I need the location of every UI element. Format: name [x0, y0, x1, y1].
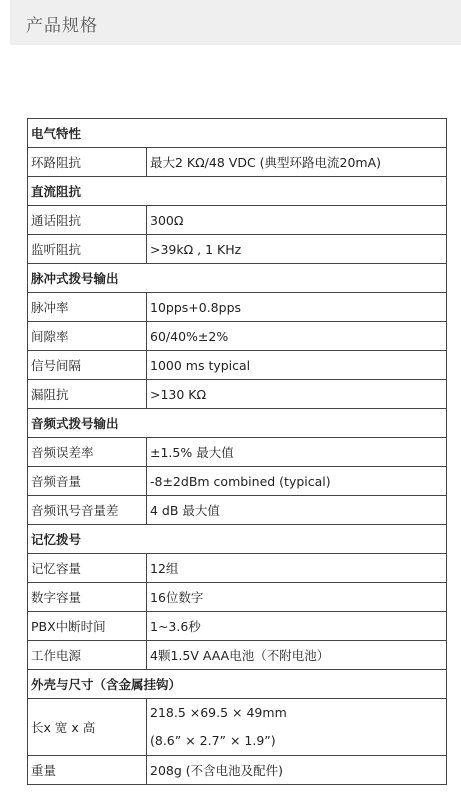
spec-label: 音频讯号音量差 — [28, 496, 147, 525]
spec-row — [28, 148, 447, 177]
spec-row — [28, 554, 447, 583]
spec-row — [28, 496, 447, 525]
spec-table — [27, 118, 447, 785]
spec-section-row — [28, 525, 447, 554]
spec-value: 300Ω — [147, 206, 447, 235]
spec-section-row — [28, 670, 447, 699]
spec-value: 4颗1.5V AAA电池（不附电池） — [147, 641, 447, 670]
spec-row — [28, 322, 447, 351]
spec-value: 4 dB 最大值 — [147, 496, 447, 525]
spec-value — [147, 699, 447, 756]
spec-section-row — [28, 409, 447, 438]
spec-label: 漏阻抗 — [28, 380, 147, 409]
spec-section-title: 脉冲式拨号输出 — [28, 264, 447, 293]
spec-label: 数字容量 — [28, 583, 147, 612]
spec-label: 信号间隔 — [28, 351, 147, 380]
spec-label: 通话阻抗 — [28, 206, 147, 235]
spec-row — [28, 467, 447, 496]
spec-section-title: 记忆拨号 — [28, 525, 447, 554]
spec-section-row — [28, 119, 447, 148]
spec-label: 长x 宽 x 高 — [28, 699, 147, 756]
spec-value-line: (8.6” × 2.7” × 1.9”) — [150, 733, 276, 748]
spec-value: 60/40%±2% — [147, 322, 447, 351]
spec-row — [28, 235, 447, 264]
spec-value: 12组 — [147, 554, 447, 583]
spec-row — [28, 583, 447, 612]
spec-label: 音频音量 — [28, 467, 147, 496]
spec-row — [28, 756, 447, 785]
spec-label: 重量 — [28, 756, 147, 785]
spec-label: 脉冲率 — [28, 293, 147, 322]
spec-value: 208g (不含电池及配件) — [147, 756, 447, 785]
spec-label: 音频误差率 — [28, 438, 147, 467]
spec-label: 监听阻抗 — [28, 235, 147, 264]
spec-row — [28, 612, 447, 641]
spec-section-title: 直流阻抗 — [28, 177, 447, 206]
spec-row — [28, 699, 447, 756]
spec-label: 间隙率 — [28, 322, 147, 351]
spec-section-title: 电气特性 — [28, 119, 447, 148]
spec-value: 1~3.6秒 — [147, 612, 447, 641]
spec-row — [28, 438, 447, 467]
spec-row — [28, 293, 447, 322]
spec-section-title: 外壳与尺寸（含金属挂钩） — [28, 670, 447, 699]
spec-label: 环路阻抗 — [28, 148, 147, 177]
spec-row — [28, 641, 447, 670]
spec-value: 10pps+0.8pps — [147, 293, 447, 322]
spec-label: PBX中断时间 — [28, 612, 147, 641]
spec-value: >130 KΩ — [147, 380, 447, 409]
spec-value: >39kΩ , 1 KHz — [147, 235, 447, 264]
spec-value-line: 218.5 ×69.5 × 49mm — [150, 705, 287, 720]
section-title: 产品规格 — [26, 16, 98, 36]
spec-value: 最大2 KΩ/48 VDC (典型环路电流20mA) — [147, 148, 447, 177]
spec-label: 记忆容量 — [28, 554, 147, 583]
spec-value: -8±2dBm combined (typical) — [147, 467, 447, 496]
spec-row — [28, 351, 447, 380]
spec-section-row — [28, 264, 447, 293]
spec-value: ±1.5% 最大值 — [147, 438, 447, 467]
spec-value: 1000 ms typical — [147, 351, 447, 380]
spec-section-title: 音频式拨号输出 — [28, 409, 447, 438]
spec-section-row — [28, 177, 447, 206]
spec-label: 工作电源 — [28, 641, 147, 670]
section-header — [10, 0, 461, 45]
spec-value: 16位数字 — [147, 583, 447, 612]
spec-row — [28, 380, 447, 409]
spec-row — [28, 206, 447, 235]
